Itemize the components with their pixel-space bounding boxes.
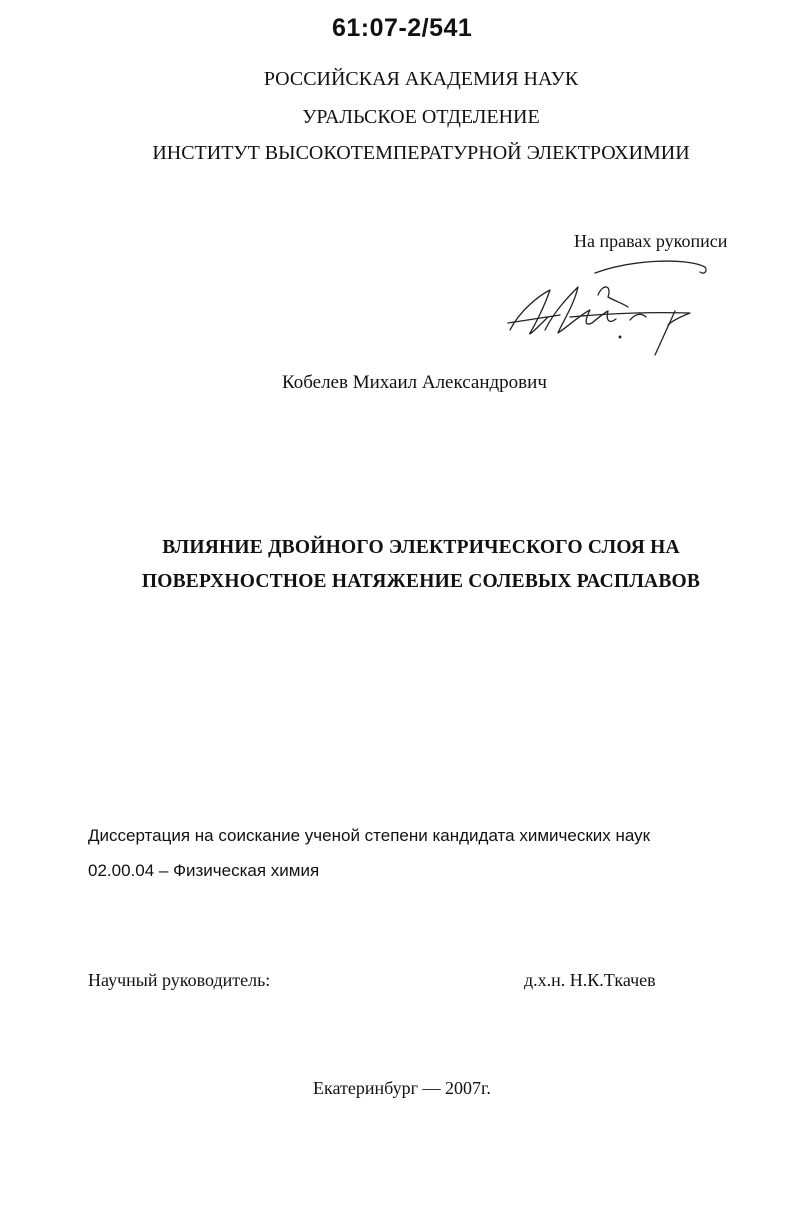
organization-branch: УРАЛЬСКОЕ ОТДЕЛЕНИЕ (302, 106, 540, 128)
advisor-name: д.х.н. Н.К.Ткачев (524, 970, 656, 990)
dissertation-title-line-1: ВЛИЯНИЕ ДВОЙНОГО ЭЛЕКТРИЧЕСКОГО СЛОЯ НА (162, 537, 680, 558)
catalog-number: 61:07-2/541 (332, 14, 473, 42)
degree-description: Диссертация на соискание ученой степени кандидата химических наук (88, 826, 651, 845)
organization-academy: РОССИЙСКАЯ АКАДЕМИЯ НАУК (263, 68, 579, 90)
author-name: Кобелев Михаил Александрович (282, 372, 547, 393)
manuscript-rights-note: На правах рукописи (574, 231, 728, 251)
dissertation-title-line-2: ПОВЕРХНОСТНОЕ НАТЯЖЕНИЕ СОЛЕВЫХ РАСПЛАВОВ (141, 571, 701, 592)
handwritten-signature (500, 255, 710, 365)
advisor-label: Научный руководитель: (88, 970, 271, 990)
organization-institute: ИНСТИТУТ ВЫСОКОТЕМПЕРАТУРНОЙ ЭЛЕКТРОХИМИИ (152, 142, 690, 164)
specialty-code: 02.00.04 – Физическая химия (88, 861, 320, 880)
city-year: Екатеринбург — 2007г. (313, 1078, 491, 1098)
